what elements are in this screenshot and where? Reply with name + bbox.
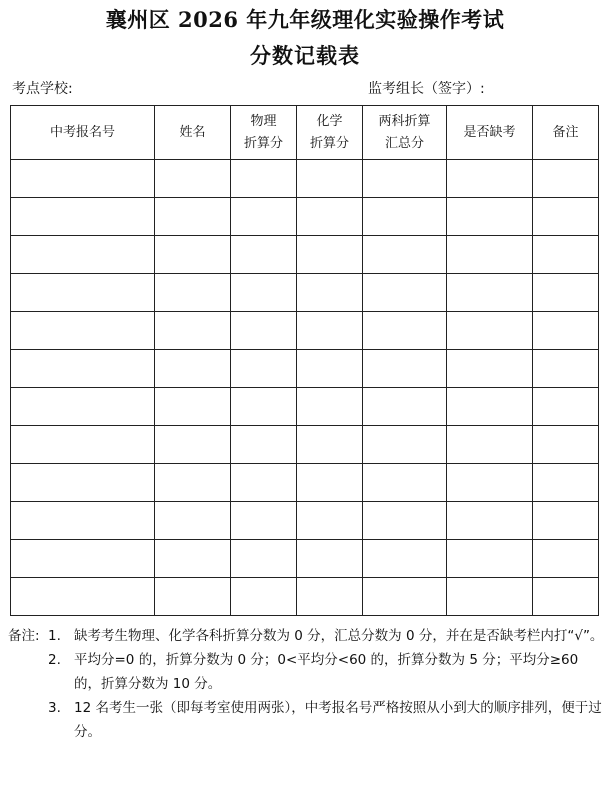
table-cell[interactable]	[297, 160, 363, 198]
table-cell[interactable]	[155, 160, 231, 198]
table-cell[interactable]	[533, 464, 599, 502]
table-cell[interactable]	[11, 236, 155, 274]
table-cell[interactable]	[297, 502, 363, 540]
table-cell[interactable]	[363, 502, 447, 540]
table-cell[interactable]	[11, 312, 155, 350]
table-cell[interactable]	[11, 502, 155, 540]
table-cell[interactable]	[363, 388, 447, 426]
table-cell[interactable]	[447, 464, 533, 502]
table-cell[interactable]	[297, 578, 363, 616]
table-cell[interactable]	[155, 388, 231, 426]
table-cell[interactable]	[447, 578, 533, 616]
table-cell[interactable]	[231, 312, 297, 350]
notes-section	[8, 624, 604, 744]
table-cell[interactable]	[533, 274, 599, 312]
table-cell[interactable]	[231, 502, 297, 540]
table-cell[interactable]	[533, 540, 599, 578]
table-cell[interactable]	[533, 350, 599, 388]
table-cell[interactable]	[533, 236, 599, 274]
table-cell[interactable]	[155, 350, 231, 388]
table-row	[11, 578, 599, 616]
table-cell[interactable]	[533, 426, 599, 464]
table-cell[interactable]	[363, 464, 447, 502]
table-cell[interactable]	[11, 464, 155, 502]
supervisor-signature-label: 监考组长（签字）:	[368, 81, 485, 97]
table-row	[11, 388, 599, 426]
table-cell[interactable]	[155, 464, 231, 502]
table-cell[interactable]	[155, 540, 231, 578]
table-cell[interactable]	[447, 502, 533, 540]
table-row	[11, 160, 599, 198]
table-cell[interactable]	[231, 578, 297, 616]
note-item	[8, 624, 604, 648]
table-cell[interactable]	[297, 350, 363, 388]
note-text: 缺考考生物理、化学各科折算分数为 0 分，汇总分数为 0 分，并在是否缺考栏内打“√”。	[74, 628, 604, 644]
table-cell[interactable]	[11, 540, 155, 578]
score-record-table	[10, 105, 599, 616]
table-row	[11, 502, 599, 540]
table-cell[interactable]	[11, 578, 155, 616]
table-cell[interactable]	[533, 578, 599, 616]
table-cell[interactable]	[363, 236, 447, 274]
table-cell[interactable]	[231, 388, 297, 426]
table-cell[interactable]	[533, 502, 599, 540]
header-total-score: 两科折算 汇总分	[363, 106, 447, 160]
exam-school-label: 考点学校:	[12, 81, 73, 97]
table-row	[11, 236, 599, 274]
table-row	[11, 350, 599, 388]
table-cell[interactable]	[155, 274, 231, 312]
table-row	[11, 464, 599, 502]
header-physics-score: 物理 折算分	[231, 106, 297, 160]
table-cell[interactable]	[231, 160, 297, 198]
table-cell[interactable]	[155, 198, 231, 236]
table-cell[interactable]	[231, 350, 297, 388]
table-row	[11, 274, 599, 312]
table-cell[interactable]	[297, 464, 363, 502]
table-cell[interactable]	[447, 236, 533, 274]
table-cell[interactable]	[231, 236, 297, 274]
table-cell[interactable]	[447, 388, 533, 426]
table-cell[interactable]	[363, 426, 447, 464]
table-cell[interactable]	[155, 236, 231, 274]
header-registration-number: 中考报名号	[11, 106, 155, 160]
table-cell[interactable]	[533, 160, 599, 198]
table-cell[interactable]	[155, 426, 231, 464]
table-cell[interactable]	[231, 426, 297, 464]
table-cell[interactable]	[447, 312, 533, 350]
table-row	[11, 198, 599, 236]
table-cell[interactable]	[11, 426, 155, 464]
table-cell[interactable]	[363, 198, 447, 236]
table-cell[interactable]	[297, 426, 363, 464]
table-cell[interactable]	[363, 274, 447, 312]
table-cell[interactable]	[363, 312, 447, 350]
table-header-row	[11, 106, 599, 160]
table-cell[interactable]	[11, 388, 155, 426]
table-cell[interactable]	[297, 198, 363, 236]
header-absent: 是否缺考	[447, 106, 533, 160]
table-cell[interactable]	[231, 198, 297, 236]
notes-prefix: 备注:	[8, 628, 40, 644]
table-cell[interactable]	[447, 540, 533, 578]
table-cell[interactable]	[231, 274, 297, 312]
header-chemistry-score: 化学 折算分	[297, 106, 363, 160]
header-remarks: 备注	[533, 106, 599, 160]
table-cell[interactable]	[231, 464, 297, 502]
table-cell[interactable]	[533, 388, 599, 426]
table-cell[interactable]	[363, 350, 447, 388]
note-number: 3.	[48, 700, 61, 716]
table-cell[interactable]	[363, 540, 447, 578]
table-cell[interactable]	[447, 160, 533, 198]
table-cell[interactable]	[297, 388, 363, 426]
table-cell[interactable]	[363, 578, 447, 616]
table-cell[interactable]	[155, 312, 231, 350]
table-cell[interactable]	[11, 198, 155, 236]
document-title: 襄州区 2026 年九年级理化实验操作考试	[105, 7, 505, 32]
table-cell[interactable]	[11, 160, 155, 198]
table-cell[interactable]	[155, 502, 231, 540]
table-cell[interactable]	[447, 350, 533, 388]
table-cell[interactable]	[11, 274, 155, 312]
table-cell[interactable]	[297, 540, 363, 578]
table-cell[interactable]	[447, 274, 533, 312]
note-number: 1.	[48, 628, 61, 644]
table-row	[11, 426, 599, 464]
table-cell[interactable]	[297, 274, 363, 312]
table-cell[interactable]	[297, 236, 363, 274]
table-cell[interactable]	[533, 198, 599, 236]
table-cell[interactable]	[447, 426, 533, 464]
note-text: 平均分=0 的，折算分数为 0 分；0<平均分<60 的，折算分数为 5 分；平均分≥60 的，折算分数为 10 分。	[74, 652, 579, 692]
document-subtitle: 分数记载表	[250, 43, 360, 68]
table-row	[11, 312, 599, 350]
note-text: 12 名考生一张（即每考室使用两张），中考报名号严格按照从小到大的顺序排列，便于过分。	[74, 700, 602, 740]
table-row	[11, 540, 599, 578]
header-name: 姓名	[155, 106, 231, 160]
table-cell[interactable]	[231, 540, 297, 578]
note-number: 2.	[48, 652, 61, 668]
table-cell[interactable]	[447, 198, 533, 236]
table-cell[interactable]	[363, 160, 447, 198]
table-cell[interactable]	[533, 312, 599, 350]
table-cell[interactable]	[11, 350, 155, 388]
table-cell[interactable]	[297, 312, 363, 350]
note-item	[8, 696, 604, 744]
table-cell[interactable]	[155, 578, 231, 616]
note-item	[8, 648, 604, 696]
